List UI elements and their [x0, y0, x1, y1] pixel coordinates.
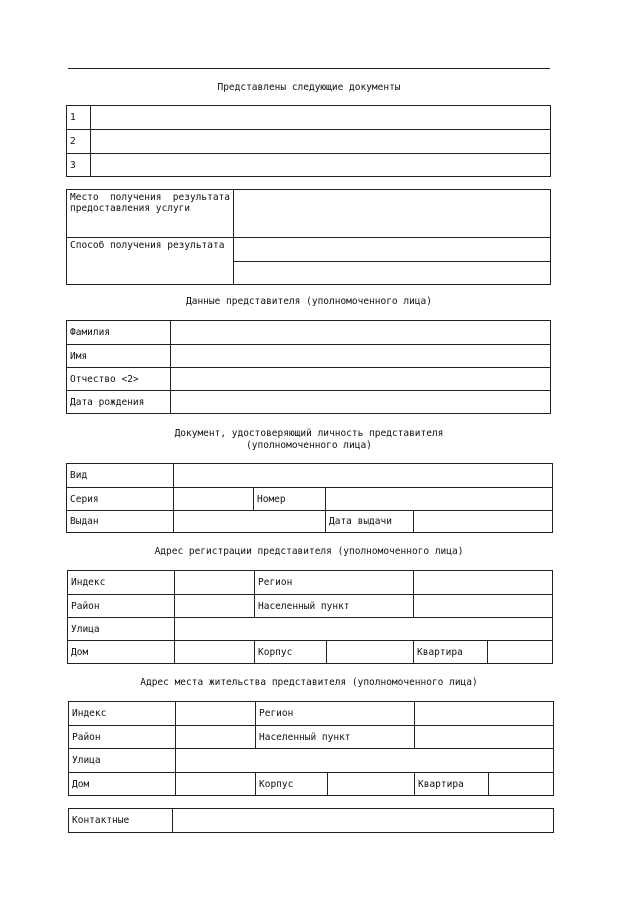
res-house-field[interactable]	[176, 773, 256, 795]
contacts-table	[68, 808, 554, 833]
res-street-field[interactable]	[176, 749, 553, 773]
surname-label: Фамилия	[67, 321, 171, 345]
document-row-number: 3	[67, 154, 91, 176]
document-row-number: 2	[67, 130, 91, 154]
birthdate-label: Дата рождения	[67, 391, 171, 413]
surname-field[interactable]	[171, 321, 550, 345]
reg-district-field[interactable]	[175, 595, 255, 618]
res-apartment-label: Квартира	[415, 773, 489, 795]
res-building-field[interactable]	[328, 773, 415, 795]
contacts-label: Контактные	[69, 809, 173, 832]
res-region-field[interactable]	[415, 702, 553, 726]
reg-street-label: Улица	[68, 618, 175, 641]
result-place-field[interactable]	[234, 190, 550, 238]
document-1-field[interactable]	[91, 106, 550, 130]
id-document-table	[66, 463, 553, 533]
res-index-field[interactable]	[176, 702, 256, 726]
documents-table	[66, 105, 551, 177]
reg-apartment-label: Квартира	[414, 641, 488, 663]
reg-apartment-field[interactable]	[488, 641, 552, 663]
registration-address-table	[67, 570, 553, 664]
documents-heading: Представлены следующие документы	[217, 82, 401, 93]
reg-house-field[interactable]	[175, 641, 255, 663]
id-number-field[interactable]	[326, 488, 552, 511]
id-issue-date-label: Дата выдачи	[326, 511, 414, 532]
residence-address-table	[68, 701, 554, 796]
reg-building-label: Корпус	[255, 641, 327, 663]
document-3-field[interactable]	[91, 154, 550, 176]
reg-house-label: Дом	[68, 641, 175, 663]
name-field[interactable]	[171, 345, 550, 368]
id-series-field[interactable]	[174, 488, 254, 511]
res-house-label: Дом	[69, 773, 176, 795]
result-method-field-2[interactable]	[234, 262, 550, 284]
top-rule	[68, 68, 550, 69]
res-locality-label: Населенный пункт	[256, 726, 415, 749]
reg-district-label: Район	[68, 595, 175, 618]
res-district-field[interactable]	[176, 726, 256, 749]
id-number-label: Номер	[254, 488, 326, 511]
id-series-label: Серия	[67, 488, 174, 511]
reg-locality-label: Населенный пункт	[255, 595, 414, 618]
reg-street-field[interactable]	[175, 618, 552, 641]
birthdate-field[interactable]	[171, 391, 550, 413]
res-index-label: Индекс	[69, 702, 176, 726]
reg-region-field[interactable]	[414, 571, 552, 595]
patronymic-field[interactable]	[171, 368, 550, 391]
contacts-field[interactable]	[173, 809, 553, 832]
res-building-label: Корпус	[256, 773, 328, 795]
reg-index-field[interactable]	[175, 571, 255, 595]
res-apartment-field[interactable]	[489, 773, 553, 795]
patronymic-label: Отчество <2>	[67, 368, 171, 391]
res-district-label: Район	[69, 726, 176, 749]
id-issued-by-label: Выдан	[67, 511, 174, 532]
reg-locality-field[interactable]	[414, 595, 552, 618]
reg-region-label: Регион	[255, 571, 414, 595]
res-street-label: Улица	[69, 749, 176, 773]
id-issued-by-field[interactable]	[174, 511, 326, 532]
residence-address-heading: Адрес места жительства представителя (уполномоченного лица)	[140, 677, 478, 688]
document-2-field[interactable]	[91, 130, 550, 154]
id-issue-date-field[interactable]	[414, 511, 552, 532]
result-place-label: Место получения результата предоставления услуги	[67, 190, 234, 238]
id-type-label: Вид	[67, 464, 174, 488]
representative-table	[66, 320, 551, 414]
res-region-label: Регион	[256, 702, 415, 726]
name-label: Имя	[67, 345, 171, 368]
representative-heading: Данные представителя (уполномоченного лица)	[186, 296, 432, 307]
res-locality-field[interactable]	[415, 726, 553, 749]
document-row-number: 1	[67, 106, 91, 130]
id-document-heading: Документ, удостоверяющий личность представителя (уполномоченного лица)	[174, 428, 444, 451]
reg-building-field[interactable]	[327, 641, 414, 663]
result-method-field-1[interactable]	[234, 238, 550, 262]
registration-address-heading: Адрес регистрации представителя (уполномоченного лица)	[154, 546, 464, 557]
reg-index-label: Индекс	[68, 571, 175, 595]
result-table	[66, 189, 551, 285]
id-type-field[interactable]	[174, 464, 552, 488]
result-method-label: Способ получения результата	[67, 238, 234, 284]
